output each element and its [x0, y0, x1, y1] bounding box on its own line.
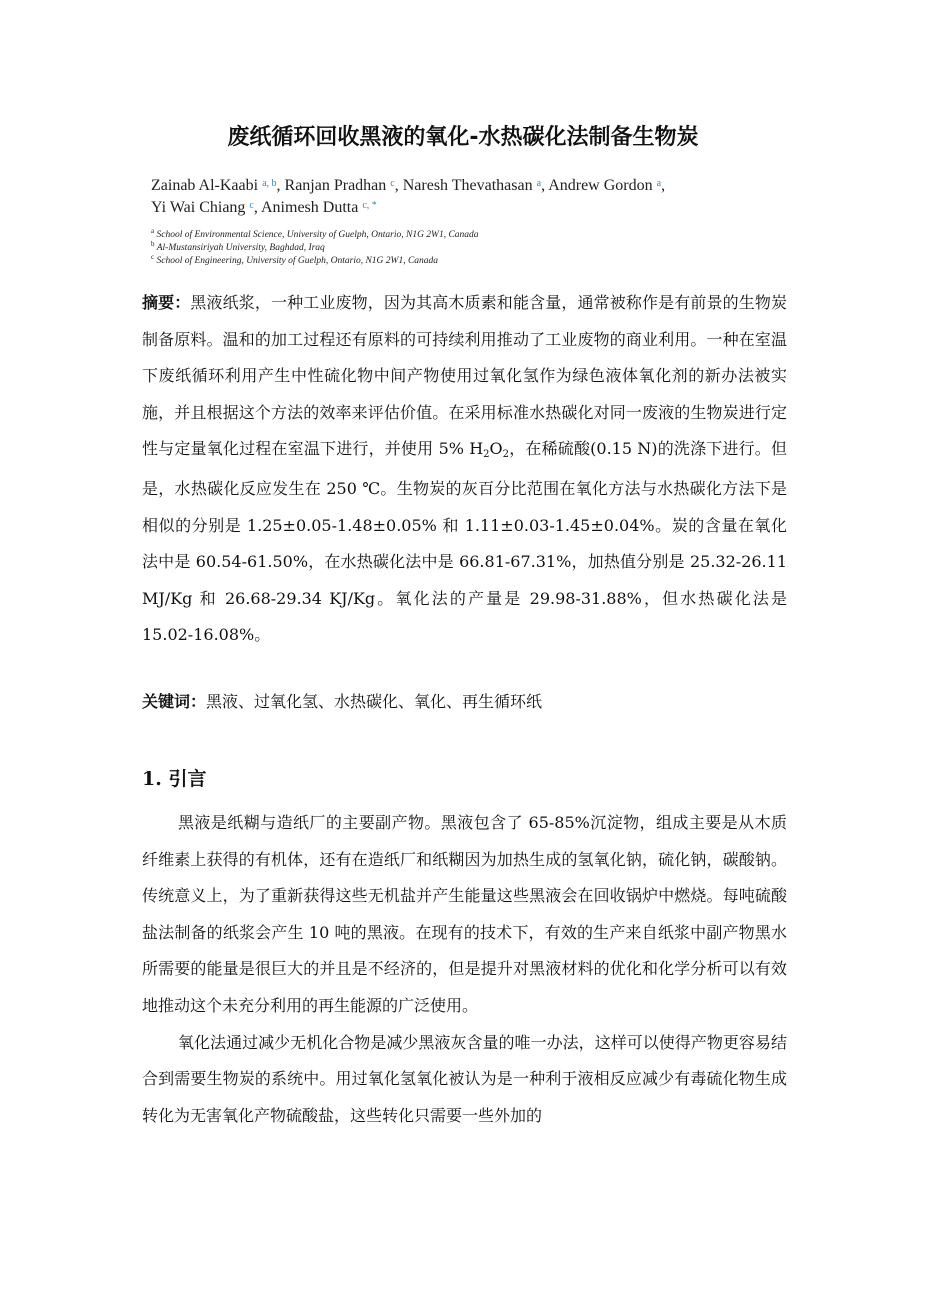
- section-body: [142, 805, 787, 1134]
- author-name: Animesh Dutta: [261, 199, 359, 216]
- author-name: Naresh Thevathasan: [402, 177, 533, 194]
- author-affiliation-mark[interactable]: c: [249, 200, 254, 211]
- section-heading: 1. 引言: [142, 768, 207, 790]
- author-affiliation-mark[interactable]: a, b: [262, 178, 277, 189]
- keywords: [142, 686, 787, 718]
- affiliation-mark: a: [151, 227, 155, 235]
- affiliation-a: [151, 227, 751, 240]
- affiliation-text: School of Engineering, University of Guelph, Ontario, N1G 2W1, Canada: [156, 256, 439, 267]
- affiliation-mark: c: [151, 253, 155, 261]
- paragraph: 氧化法通过减少无机化合物是减少黑液灰含量的唯一办法，这样可以使得产物更容易结合到需要生物炭的系统中。用过氧化氢氧化被认为是一种利于液相反应减少有毒硫化物生成转化为无害氧化产物硫酸盐，这些转化只需要一些外加的: [142, 1032, 787, 1125]
- author-name: Yi Wai Chiang: [151, 199, 246, 216]
- keywords-label: 关键词：: [142, 692, 207, 711]
- abstract-label: 摘要：: [142, 293, 191, 312]
- author-list: Zainab Al-Kaabi $^{a, b}$, Ranjan Pradhan $^c$, Naresh Thevathasan $^a$, Andrew Gordon $^a$, Yi Wai Chiang $^c$, Animesh Dutta $^{c, *}$: [151, 177, 666, 216]
- abstract-text: ，在稀硫酸(0.15 N)的洗涤下进行。但是，水热碳化反应发生在 250 ℃。生物炭的灰百分比范围在氧化方法与水热碳化方法下是相似的分别是 1.25±0.05-1.48±0.05% 和 1.11±0.03-1.45±0.04%。炭的含量在氧化法中是 60.54-61.50%，在水热碳化法中是 66.81-67.31%，加热值分别是 25.32-26.11 MJ/Kg 和 26.68-29.34 KJ/Kg。氧化法的产量是 29.98-31.88%，但水热碳化法是 15.02-16.08%。: [142, 439, 787, 645]
- affiliation-mark: b: [151, 240, 155, 248]
- author-affiliation-mark[interactable]: c: [390, 178, 395, 189]
- affiliation-c: [151, 253, 751, 266]
- author-affiliation-mark[interactable]: a: [536, 178, 542, 189]
- author-name: Zainab Al-Kaabi: [151, 177, 259, 194]
- author-affiliation-mark[interactable]: a: [656, 178, 662, 189]
- affiliation-text: Al-Mustansiriyah University, Baghdad, Iraq: [156, 243, 325, 254]
- subscript: 2: [502, 449, 510, 461]
- affiliation-text: School of Environmental Science, University of Guelph, Ontario, N1G 2W1, Canada: [156, 230, 479, 241]
- keywords-text: 黑液、过氧化氢、水热碳化、氧化、再生循环纸: [206, 692, 543, 711]
- author-name: Andrew Gordon: [548, 177, 653, 194]
- subscript: 2: [483, 449, 490, 461]
- paper-title: 废纸循环回收黑液的氧化-水热碳化法制备生物炭: [227, 125, 699, 150]
- abstract-text: O: [489, 439, 503, 459]
- abstract-text: 黑液纸浆，一种工业废物，因为其高木质素和能含量，通常被称作是有前景的生物炭制备原料。温和的加工过程还有原料的可持续利用推动了工业废物的商业利用。一种在室温下废纸循环利用产生中性硫化物中间产物使用过氧化氢作为绿色液体氧化剂的新办法被实施，并且根据这个方法的效率来评估价值。在采用标准水热碳化对同一废液的生物炭进行定性与定量氧化过程在室温下进行，并使用 5% H: [142, 293, 787, 459]
- paragraph: 黑液是纸糊与造纸厂的主要副产物。黑液包含了 65-85%沉淀物，组成主要是从木质纤维素上获得的有机体，还有在造纸厂和纸糊因为加热生成的氢氧化钠，硫化钠，碳酸钠。传统意义上，为了重新获得这些无机盐并产生能量这些黑液会在回收锅炉中燃烧。每吨硫酸盐法制备的纸浆会产生 10 吨的黑液。在现有的技术下，有效的生产来自纸浆中副产物黑水所需要的能量是很巨大的并且是不经济的，但是提升对黑液材料的优化和化学分析可以有效地推动这个未充分利用的再生能源的广泛使用。: [142, 813, 787, 1015]
- abstract: [142, 285, 787, 654]
- author-affiliation-mark[interactable]: c, *: [362, 200, 377, 211]
- affiliation-b: [151, 240, 751, 253]
- author-name: Ranjan Pradhan: [284, 177, 387, 194]
